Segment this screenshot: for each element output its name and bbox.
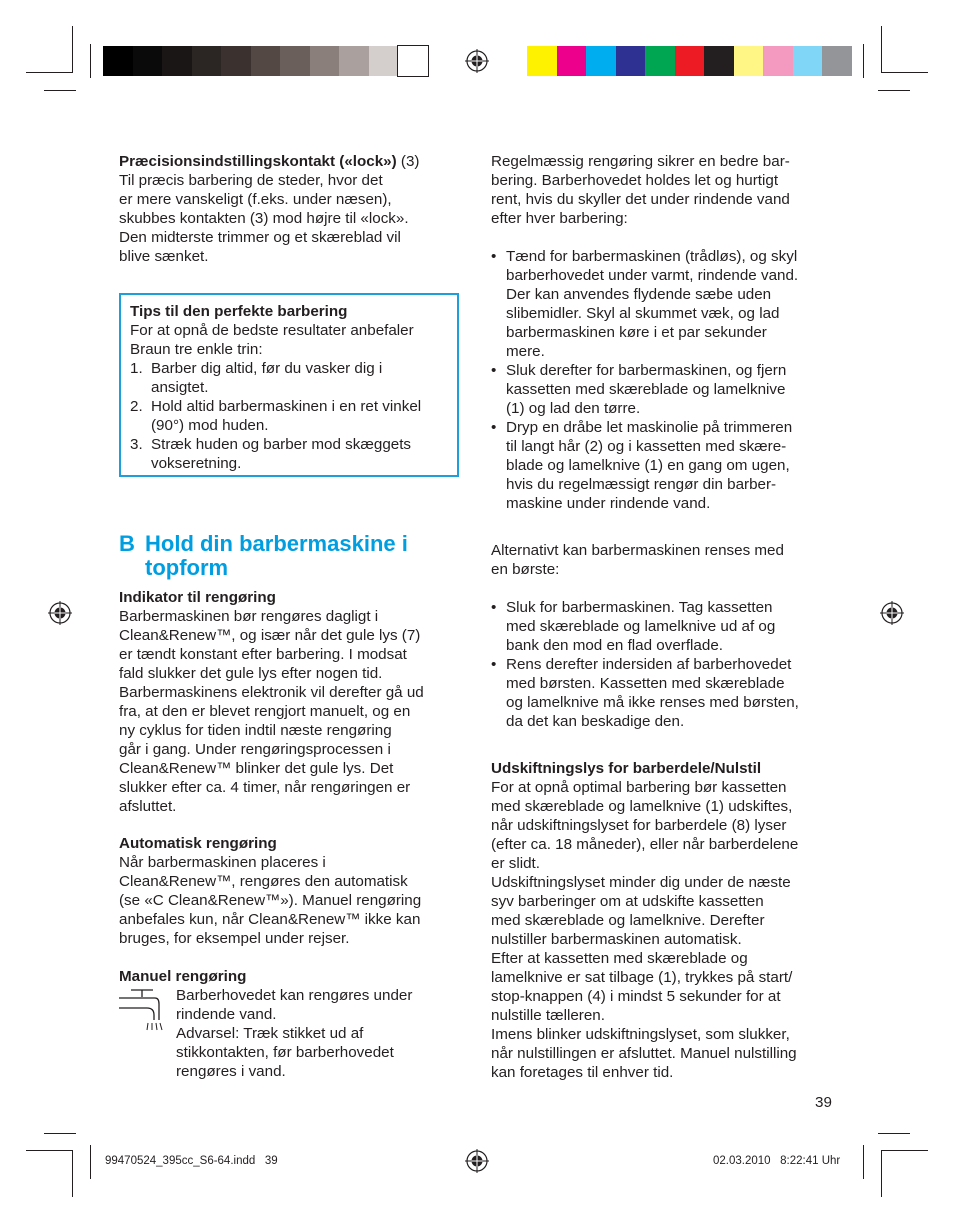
list-item [491,598,841,655]
color-swatch [133,46,163,76]
text-line: • Sluk derefter for barbermaskinen, og fjern [506,362,787,379]
automatic-section [119,834,464,948]
precision-ref: (3) [396,153,420,170]
list-item [491,247,841,361]
section-letter: B [119,531,135,556]
color-swatch [162,46,192,76]
precision-section [119,152,464,266]
color-swatch [280,46,310,76]
list-item [491,418,841,513]
crop-mark [881,26,882,73]
text-line: fald slukker det gule lys efter nogen tid. [119,665,383,682]
color-swatch [675,46,705,76]
text-line: er slidt. [491,855,540,872]
text-line: slibemidler. Skyl al skummet væk, og lad [506,305,780,322]
color-swatch [251,46,281,76]
color-swatch [704,46,734,76]
text-line: bruges, for eksempel under rejser. [119,930,350,947]
crop-mark [878,90,910,91]
crop-mark [44,90,76,91]
text-line: med skæreblade og lamelknive. Derefter [491,912,765,929]
indicator-section [119,588,464,816]
replace-section [491,759,841,1082]
text-line: Der kan anvendes flydende sæbe uden [506,286,772,303]
text-line: Den midterste trimmer og et skæreblad vil [119,229,401,246]
text-line: med skæreblade og lamelknive ud af og [506,618,776,635]
color-swatch [369,46,399,76]
text-line: Barbermaskinens elektronik vil derefter gå ud [119,684,424,701]
color-swatch [734,46,764,76]
text-line: (se «C Clean&Renew™»). Manuel rengøring [119,892,422,909]
list-item [130,397,448,435]
text-line: rent, hvis du skyller det under rindende vand [491,191,790,208]
text-line: maskine under rindende vand. [506,495,711,512]
page-number: 39 [815,1094,832,1111]
text-line: stop-knappen (4) i mindst 5 sekunder for at [491,988,781,1005]
rinse-steps-list [491,247,841,513]
text-line: kassetten med skæreblade og lamelknive [506,381,786,398]
text-line: fra, at den er blevet rengjort manuelt, og en [119,703,411,720]
text-line: hvis du regelmæssigt rengør din barber- [506,476,777,493]
text-line: går i gang. Under rengøringsprocessen i [119,741,391,758]
brush-intro [491,541,841,579]
crop-mark [72,1150,73,1197]
crop-mark [881,1150,882,1197]
text-line: blive sænket. [119,248,209,265]
text-line: til langt hår (2) og i kassetten med skære- [506,438,787,455]
text-line: er tændt konstant efter barbering. I modsat [119,646,407,663]
text-line: rengøres i vand. [176,1063,286,1080]
text-line: Alternativt kan barbermaskinen renses med [491,542,784,559]
crop-mark [72,26,73,73]
crosshair-target-icon [465,49,489,73]
manual-section [176,986,466,1081]
color-swatch [645,46,675,76]
color-swatch [557,46,587,76]
text-line: anbefales kun, når Clean&Renew™ ikke kan [119,911,421,928]
color-swatch [616,46,646,76]
list-item [491,655,841,731]
text-line: Barberhovedet kan rengøres under [176,987,413,1004]
color-swatch [527,46,557,76]
crop-mark [881,72,928,73]
crop-mark [26,1150,73,1151]
color-swatch [310,46,340,76]
text-line: bering. Barberhovedet holdes let og hurtigt [491,172,779,189]
crop-mark [863,44,864,78]
text-line: (90°) mod huden. [151,417,269,434]
text-line: med skæreblade og lamelknive (1) udskiftes, [491,798,793,815]
crop-mark [878,1133,910,1134]
text-line: er mere vanskeligt (f.eks. under næsen), [119,191,392,208]
color-swatch [763,46,793,76]
text-line: bank den mod en flad overflade. [506,637,723,654]
text-line: Barbermaskinen bør rengøres dagligt i [119,608,379,625]
color-swatch [586,46,616,76]
text-line: • Dryp en dråbe let maskinolie på trimmeren [506,419,793,436]
text-line: (1) og lad den tørre. [506,400,641,417]
text-line: når udskiftningslyset for barberdele (8) lyser [491,817,787,834]
text-line: Til præcis barbering de steder, hvor det [119,172,383,189]
text-line: stikkontakten, før barberhovedet [176,1044,394,1061]
color-swatch [103,46,133,76]
manual-title: Manuel rengøring [119,968,247,985]
section-title-line: topform [145,555,229,580]
crop-mark [863,1145,864,1179]
tips-box [119,293,459,477]
text-line: Når barbermaskinen placeres i [119,854,326,871]
precision-heading [119,152,464,171]
text-line: ansigtet. [151,379,209,396]
intro-section [491,152,841,228]
faucet-water-icon [117,988,169,1032]
section-title-line: Hold din barbermaskine i [145,531,408,556]
crop-mark [26,72,73,73]
text-line: barberhovedet under varmt, rindende vand. [506,267,799,284]
list-number: 1. [130,360,143,377]
list-item [130,359,448,397]
text-line: syv barberinger om at udskifte kassetten [491,893,764,910]
text-line: skubbes kontakten (3) mod højre til «lock». [119,210,409,227]
footer-timestamp: 02.03.2010 8:22:41 Uhr [713,1155,841,1167]
brush-steps-list [491,598,841,731]
tips-title: Tips til den perfekte barbering [130,303,348,320]
text-line: efter hver barbering: [491,210,628,227]
text-line: nulstille tælleren. [491,1007,605,1024]
text-line: Efter at kassetten med skæreblade og [491,950,748,967]
section-heading [119,532,464,580]
crop-mark [90,44,91,78]
text-line: (efter ca. 18 måneder), eller når barberdelene [491,836,799,853]
color-swatch [221,46,251,76]
text-line: en børste: [491,561,560,578]
text-line: afsluttet. [119,798,177,815]
color-swatch [822,46,852,76]
text-line: Clean&Renew™, og især når det gule lys (7) [119,627,421,644]
list-number: 2. [130,398,143,415]
crosshair-target-icon [880,601,904,625]
text-line: Imens blinker udskiftningslyset, som slukker, [491,1026,790,1043]
text-line: da det kan beskadige den. [506,713,685,730]
text-line: lamelknive er sat tilbage (1), trykkes på start/ [491,969,793,986]
text-line: • Tænd for barbermaskinen (trådløs), og skyl [506,248,798,265]
text-line: barbermaskinen køre i et par sekunder [506,324,767,341]
text-line: Barber dig altid, før du vasker dig i [151,360,383,377]
text-line: Regelmæssig rengøring sikrer en bedre bar- [491,153,790,170]
list-number: 3. [130,436,143,453]
text-line: ny cyklus for tiden indtil næste rengøring [119,722,392,739]
replace-title: Udskiftningslys for barberdele/Nulstil [491,760,762,777]
color-swatch [339,46,369,76]
crosshair-target-icon [465,1149,489,1173]
text-line: når nulstillingen er afsluttet. Manuel nulstilling [491,1045,797,1062]
text-line: mere. [506,343,545,360]
text-line: Braun tre enkle trin: [130,341,263,358]
precision-title: Præcisionsindstillingskontakt («lock») [119,153,397,170]
text-line: For at opnå optimal barbering bør kassetten [491,779,787,796]
text-line: Udskiftningslyset minder dig under de næste [491,874,791,891]
text-line: For at opnå de bedste resultater anbefaler [130,322,414,339]
color-swatch [192,46,222,76]
text-line: kan foretages til enhver tid. [491,1064,674,1081]
text-line: nulstiller barbermaskinen automatisk. [491,931,742,948]
text-line: vokseretning. [151,455,242,472]
crop-mark [881,1150,928,1151]
color-swatch [398,46,428,76]
text-line: Advarsel: Træk stikket ud af [176,1025,364,1042]
crosshair-target-icon [48,601,72,625]
text-line: Clean&Renew™ blinker det gule lys. Det [119,760,394,777]
text-line: Clean&Renew™, rengøres den automatisk [119,873,408,890]
text-line: • Sluk for barbermaskinen. Tag kassetten [506,599,773,616]
color-swatch [793,46,823,76]
tips-list [130,359,448,473]
text-line: Stræk huden og barber mod skæggets [151,436,412,453]
indicator-title: Indikator til rengøring [119,589,276,606]
automatic-title: Automatisk rengøring [119,835,277,852]
text-line: Hold altid barbermaskinen i en ret vinkel [151,398,422,415]
list-item [491,361,841,418]
footer-filename: 99470524_395cc_S6-64.indd 39 [105,1155,278,1167]
text-line: slukker efter ca. 4 timer, når rengøringen er [119,779,411,796]
text-line: • Rens derefter indersiden af barberhovedet [506,656,792,673]
text-line: med børsten. Kassetten med skæreblade [506,675,785,692]
crop-mark [90,1145,91,1179]
list-item [130,435,448,473]
text-line: og lamelknive må ikke renses med børsten, [506,694,799,711]
text-line: blade og lamelknive (1) en gang om ugen, [506,457,790,474]
crop-mark [44,1133,76,1134]
text-line: rindende vand. [176,1006,277,1023]
